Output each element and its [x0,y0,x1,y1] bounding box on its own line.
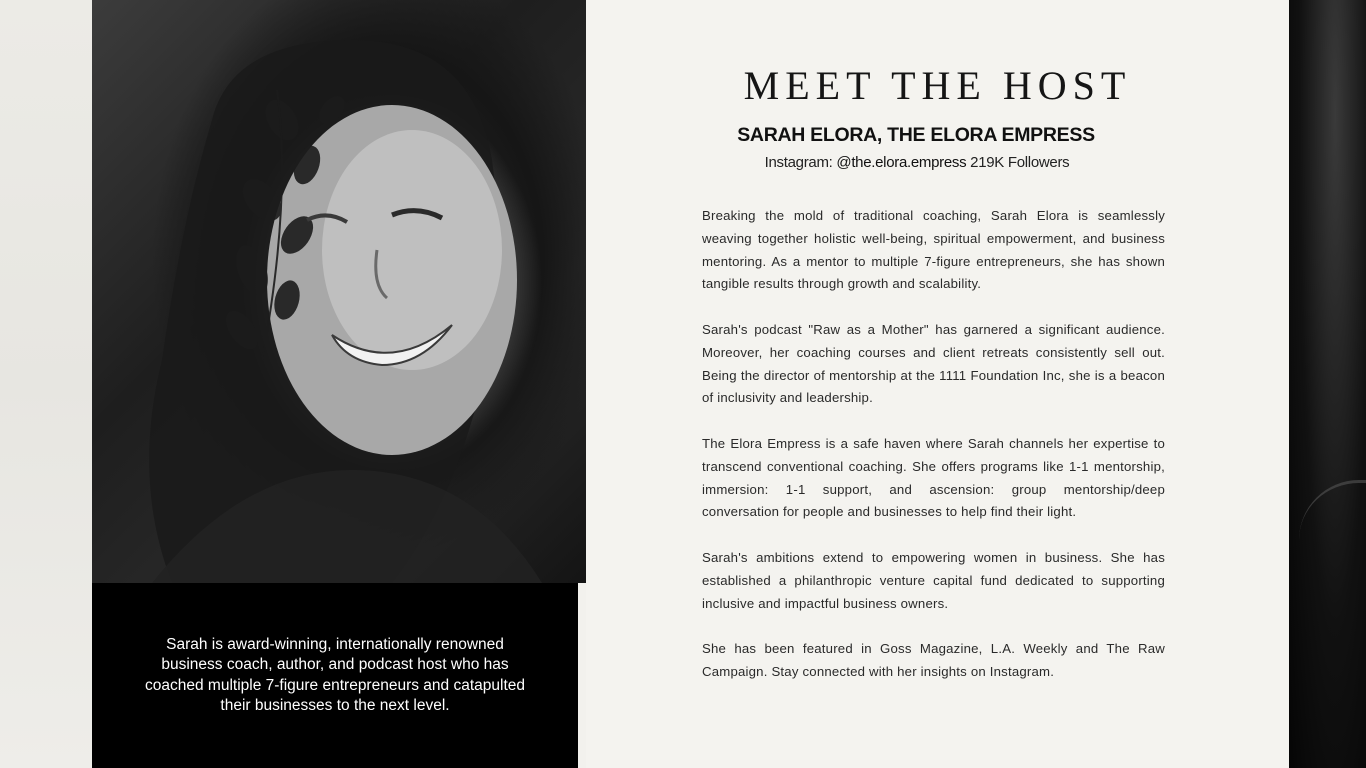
bio-paragraph-1: Breaking the mold of traditional coaching, Sarah Elora is seamlessly weaving together holistic well-being, spiritual empowerment, and business mentoring. As a mentor to multiple 7-figure entrepreneurs, she has shown tangible results through growth and scalability. [702,208,1165,292]
caption-text: Sarah is award-winning, internationally renowned business coach, author, and podcast host who has coached multiple 7-figure entrepreneurs and catapulted their businesses to the next level. [145,635,525,714]
instagram-line [586,154,1248,171]
bio-paragraph-3: The Elora Empress is a safe haven where Sarah channels her expertise to transcend conventional coaching. She offers programs like 1-1 mentorship, immersion: 1-1 support, and ascension: group mentorship/deep conversation for people and businesses to help find their light. [702,435,1165,520]
host-name: SARAH ELORA, THE ELORA EMPRESS [737,124,1095,146]
instagram-handle[interactable]: @the.elora.empress [836,154,967,171]
portrait-illustration [92,0,586,583]
instagram-followers: 219K Followers [970,154,1070,171]
bio-paragraph-4: Sarah's ambitions extend to empowering women in business. She has established a philanthropic venture capital fund dedicated to supporting inclusive and impactful business owners. [702,549,1165,611]
background-right [1289,0,1366,768]
background-left [0,0,92,768]
instagram-prefix: Instagram: [764,154,833,171]
page-title: MEET THE HOST [743,63,1132,108]
bio-paragraph-5: She has been featured in Goss Magazine, L.A. Weekly and The Raw Campaign. Stay connected with her insights on Instagram. [702,641,1165,679]
bio-paragraph-2: Sarah's podcast "Raw as a Mother" has garnered a significant audience. Moreover, her coaching courses and client retreats consistently sell out. Being the director of mentorship at the 1111 Foundation Inc, she is a beacon of inclusivity and leadership. [702,321,1165,406]
bio-text [702,205,1165,707]
caption-box [92,583,578,768]
content-panel [586,0,1289,768]
host-portrait-photo [92,0,586,583]
